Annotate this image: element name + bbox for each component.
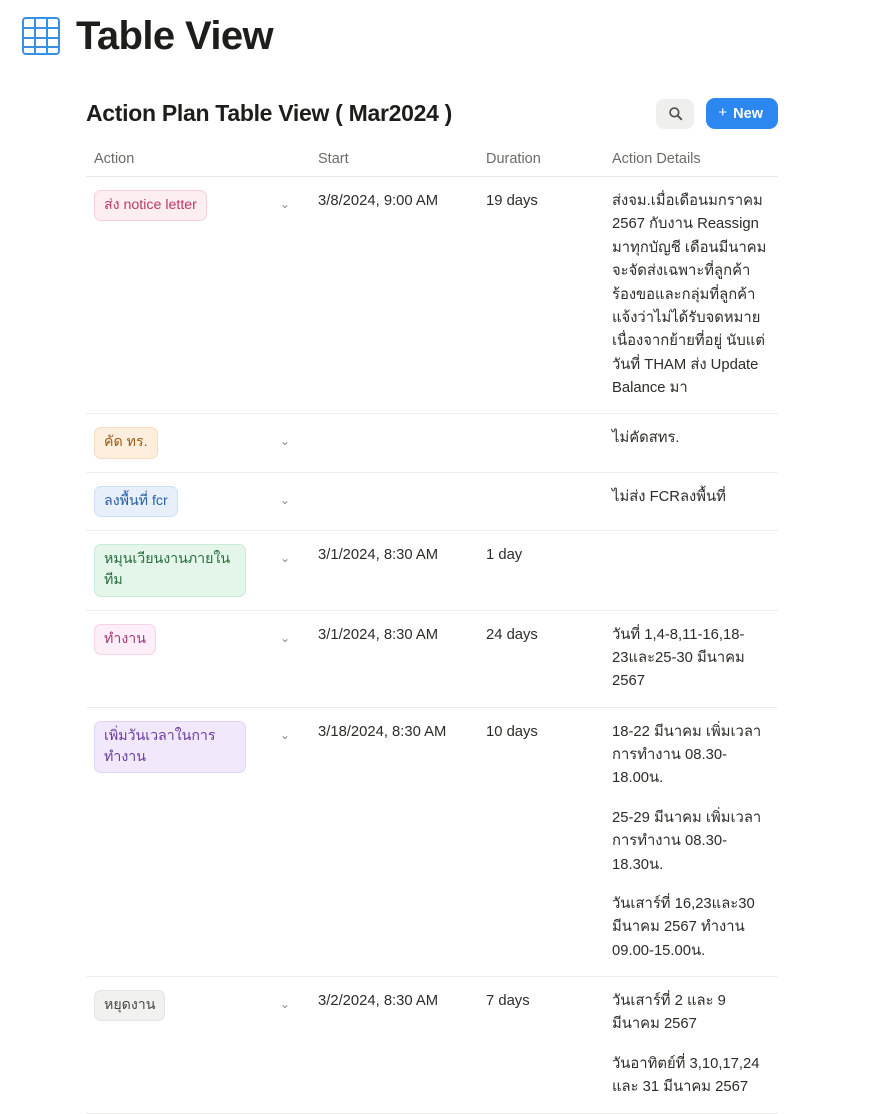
table-header-row (86, 151, 778, 177)
cell-expand[interactable] (272, 472, 310, 530)
cell-start[interactable]: 3/1/2024, 8:30 AM (310, 610, 478, 707)
column-header-action-details[interactable]: Action Details (604, 151, 778, 177)
cell-action[interactable] (86, 977, 272, 1114)
grid-table-icon (22, 17, 60, 55)
app-header (0, 0, 895, 58)
detail-paragraph: วันอาทิตย์ที่ 3,10,17,24 และ 31 มีนาคม 2567 (612, 1055, 760, 1096)
table-body (86, 177, 778, 1114)
cell-start[interactable]: 3/8/2024, 9:00 AM (310, 177, 478, 414)
cell-action[interactable] (86, 530, 272, 610)
chevron-down-icon[interactable]: ⌄ (280, 997, 291, 1012)
board-header (86, 98, 778, 129)
action-tag[interactable]: ส่ง notice letter (94, 190, 207, 221)
action-tag[interactable]: หมุนเวียนงานภายในทีม (94, 544, 246, 597)
table-row[interactable] (86, 610, 778, 707)
cell-expand[interactable] (272, 177, 310, 414)
header-actions (656, 98, 778, 129)
cell-duration[interactable] (478, 414, 604, 472)
cell-start[interactable] (310, 414, 478, 472)
detail-paragraph: 25-29 มีนาคม เพิ่มเวลาการทำงาน 08.30-18.30น. (612, 809, 762, 873)
detail-paragraph: วันเสาร์ที่ 16,23และ30 มีนาคม 2567 ทำงาน 09.00-15.00น. (612, 895, 755, 959)
detail-paragraph: ไม่คัดสทร. (612, 430, 680, 447)
cell-start[interactable]: 3/1/2024, 8:30 AM (310, 530, 478, 610)
cell-action-details[interactable] (604, 414, 778, 472)
content-area (0, 58, 895, 1114)
cell-start[interactable] (310, 472, 478, 530)
table-row[interactable] (86, 977, 778, 1114)
cell-expand[interactable] (272, 414, 310, 472)
action-tag[interactable]: เพิ่มวันเวลาในการทำงาน (94, 721, 246, 774)
plus-icon: + (718, 104, 728, 121)
cell-duration[interactable]: 24 days (478, 610, 604, 707)
cell-action-details[interactable] (604, 977, 778, 1114)
chevron-down-icon[interactable]: ⌄ (280, 434, 291, 449)
table-row[interactable] (86, 414, 778, 472)
action-tag[interactable]: ลงพื้นที่ fcr (94, 486, 178, 517)
cell-action-details[interactable] (604, 177, 778, 414)
chevron-down-icon[interactable]: ⌄ (280, 550, 291, 565)
cell-action-details[interactable] (604, 472, 778, 530)
chevron-down-icon[interactable]: ⌄ (280, 492, 291, 507)
chevron-down-icon[interactable]: ⌄ (280, 197, 291, 211)
cell-expand[interactable] (272, 977, 310, 1114)
detail-paragraph: ส่งจม.เมื่อเดือนมกราคม 2567 กับงาน Reassign มาทุกบัญชี เดือนมีนาคม จะจัดส่งเฉพาะที่ลูกค้า ร้องขอและกลุ่มที่ลูกค้า แจ้งว่าไม่ได้รับจดหมาย เนื่องจากย้ายที่อยู่ นับแต่ วันที่ THAM ส่ง Update Balance มา (612, 193, 767, 396)
page-title: Table View (76, 14, 274, 58)
table-row[interactable] (86, 177, 778, 414)
chevron-down-icon[interactable]: ⌄ (280, 630, 291, 645)
table-row[interactable] (86, 530, 778, 610)
cell-duration[interactable]: 7 days (478, 977, 604, 1114)
detail-paragraph: 18-22 มีนาคม เพิ่มเวลาการทำงาน 08.30-18.00น. (612, 723, 762, 787)
detail-paragraph: วันที่ 1,4-8,11-16,18-23และ25-30 มีนาคม 2567 (612, 626, 745, 690)
cell-duration[interactable]: 19 days (478, 177, 604, 414)
cell-expand[interactable] (272, 530, 310, 610)
cell-start[interactable]: 3/2/2024, 8:30 AM (310, 977, 478, 1114)
cell-duration[interactable]: 10 days (478, 707, 604, 976)
cell-duration[interactable]: 1 day (478, 530, 604, 610)
column-header-start[interactable]: Start (310, 151, 478, 177)
cell-duration[interactable] (478, 472, 604, 530)
new-button-label: New (733, 105, 763, 122)
action-tag[interactable]: หยุดงาน (94, 990, 165, 1021)
search-button[interactable] (656, 99, 694, 129)
search-icon (668, 106, 683, 121)
board-title: Action Plan Table View ( Mar2024 ) (86, 100, 453, 126)
action-plan-table (86, 151, 778, 1114)
detail-paragraph: ไม่ส่ง FCRลงพื้นที่ (612, 488, 726, 505)
cell-action-details[interactable] (604, 610, 778, 707)
cell-action[interactable] (86, 707, 272, 976)
detail-paragraph: วันเสาร์ที่ 2 และ 9 มีนาคม 2567 (612, 993, 726, 1033)
cell-action[interactable] (86, 414, 272, 472)
action-tag[interactable]: คัด ทร. (94, 427, 158, 458)
cell-start[interactable]: 3/18/2024, 8:30 AM (310, 707, 478, 976)
column-header-duration[interactable]: Duration (478, 151, 604, 177)
cell-action[interactable] (86, 472, 272, 530)
column-header-action[interactable]: Action (86, 151, 310, 177)
cell-action[interactable] (86, 177, 272, 414)
cell-expand[interactable] (272, 610, 310, 707)
cell-action[interactable] (86, 610, 272, 707)
new-button[interactable] (706, 98, 778, 129)
cell-action-details[interactable] (604, 530, 778, 610)
cell-expand[interactable] (272, 707, 310, 976)
table-row[interactable] (86, 707, 778, 976)
chevron-down-icon[interactable]: ⌄ (280, 727, 291, 742)
table-row[interactable] (86, 472, 778, 530)
action-tag[interactable]: ทำงาน (94, 624, 156, 655)
cell-action-details[interactable] (604, 707, 778, 976)
